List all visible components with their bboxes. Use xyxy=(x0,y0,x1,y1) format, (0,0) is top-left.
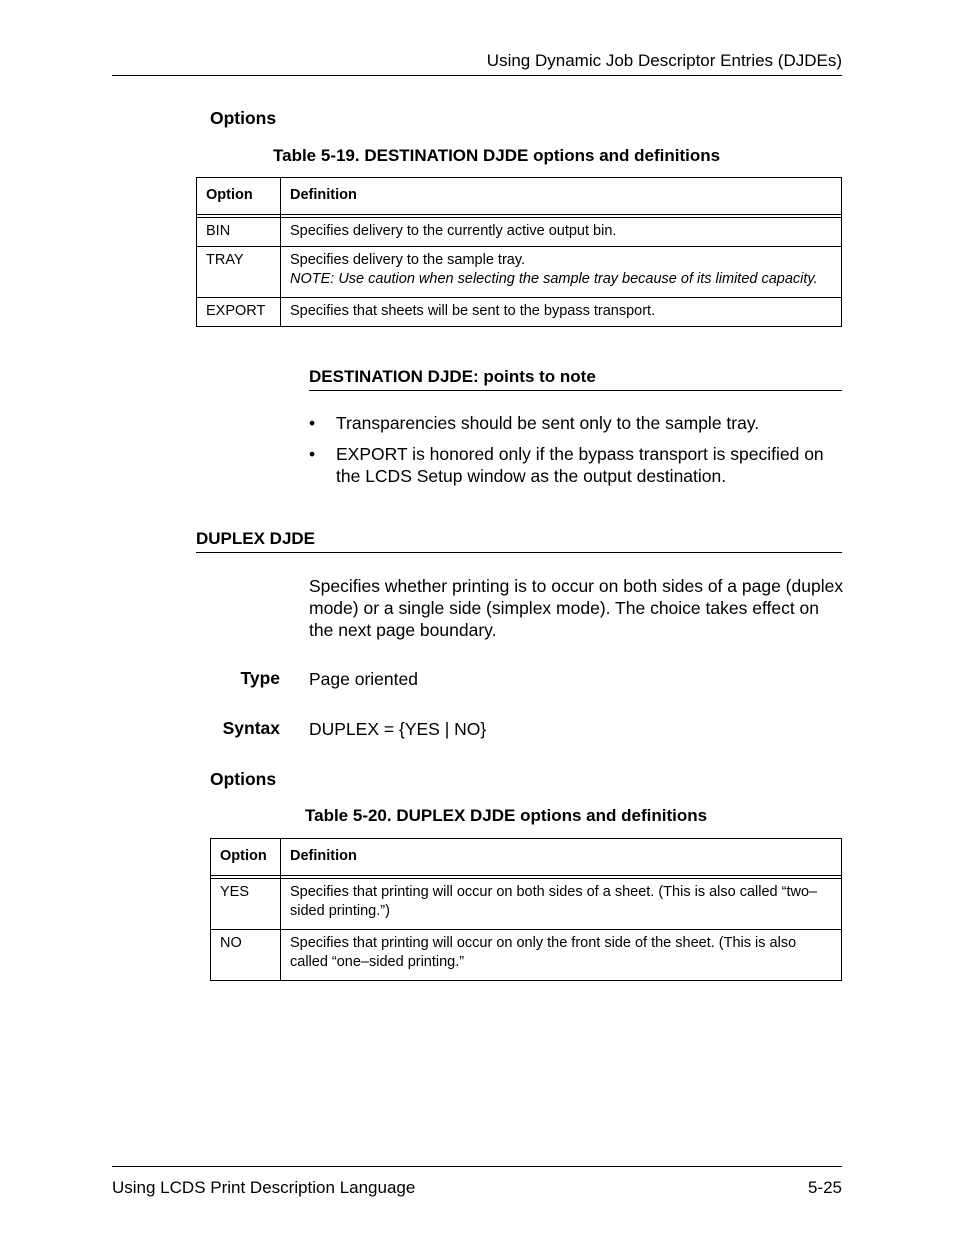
duplex-heading: DUPLEX DJDE xyxy=(196,529,316,548)
table-header-row xyxy=(211,839,842,876)
definition-cell: Specifies that printing will occur on only the front side of the sheet. (This is also called “one–sided printing.” xyxy=(281,930,842,981)
running-header: Using Dynamic Job Descriptor Entries (DJDEs) xyxy=(486,51,842,70)
type-value: Page oriented xyxy=(309,669,418,689)
option-cell: EXPORT xyxy=(197,298,281,327)
destination-options-table xyxy=(196,177,842,327)
table-row xyxy=(211,930,842,981)
option-cell: TRAY xyxy=(197,247,281,298)
table-header-row xyxy=(197,178,842,215)
table-row xyxy=(197,298,842,327)
duplex-table-caption: Table 5-20. DUPLEX DJDE options and definitions xyxy=(305,806,708,825)
page-number: 5-25 xyxy=(807,1178,842,1197)
definition-cell: Specifies delivery to the currently active output bin. xyxy=(281,218,842,247)
table-row xyxy=(211,879,842,930)
syntax-value: DUPLEX = {YES | NO} xyxy=(309,719,487,739)
type-label: Type xyxy=(240,668,280,688)
option-cell: YES xyxy=(211,879,281,930)
bullet-marker: • xyxy=(309,413,316,433)
table-row xyxy=(197,247,842,298)
option-cell: BIN xyxy=(197,218,281,247)
column-header-definition: Definition xyxy=(281,178,842,215)
bullet-marker: • xyxy=(309,444,316,464)
duplex-options-label: Options xyxy=(210,769,277,789)
running-footer: Using LCDS Print Description Language xyxy=(112,1178,416,1197)
header-rule xyxy=(112,75,842,76)
definition-cell xyxy=(281,247,842,298)
table-row xyxy=(197,218,842,247)
definition-cell: Specifies that printing will occur on both sides of a sheet. (This is also called “two–sided printing.”) xyxy=(281,879,842,930)
bullet-point-1: Transparencies should be sent only to the sample tray. xyxy=(336,413,760,433)
points-heading: DESTINATION DJDE: points to note xyxy=(309,367,596,386)
footer-rule xyxy=(112,1166,842,1167)
caution-note: NOTE: Use caution when selecting the sample tray because of its limited capacity. xyxy=(290,271,818,287)
destination-options-label: Options xyxy=(210,108,277,128)
destination-table-caption: Table 5-19. DESTINATION DJDE options and definitions xyxy=(273,146,721,165)
column-header-definition: Definition xyxy=(281,839,842,876)
option-cell: NO xyxy=(211,930,281,981)
duplex-options-table xyxy=(210,838,842,981)
bullet-point-2: EXPORT is honored only if the bypass transport is specified on the LCDS Setup window as the output destination. xyxy=(336,444,824,486)
syntax-label: Syntax xyxy=(222,718,280,738)
duplex-heading-rule xyxy=(196,552,842,553)
points-heading-rule xyxy=(309,390,842,391)
column-header-option: Option xyxy=(211,839,281,876)
column-header-option: Option xyxy=(197,178,281,215)
duplex-description: Specifies whether printing is to occur on both sides of a page (duplex mode) or a single side (simplex mode). The choice takes effect on the next page boundary. xyxy=(309,576,844,640)
definition-cell: Specifies that sheets will be sent to the bypass transport. xyxy=(281,298,842,327)
definition-text: Specifies delivery to the sample tray. xyxy=(290,252,526,268)
